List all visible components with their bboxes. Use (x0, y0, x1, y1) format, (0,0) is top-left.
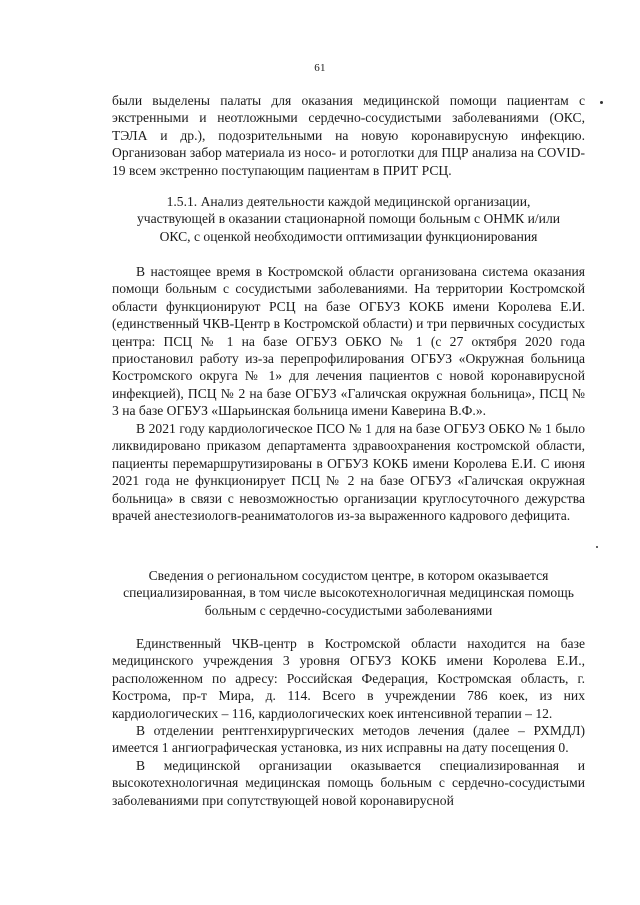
info-paragraph-1: Единственный ЧКВ-центр в Костромской области находится на базе медицинского учреждения 3 уровня ОГБУЗ КОКБ имени Королева Е.И., расположенном по адресу: Российская Федерация, Костромская область, г. Кострома, пр-т Мира, д. 114. Всего в учреждении 786 коек, из них кардиологических – 116, кардиологических коек интенсивной терапии – 12. (112, 636, 585, 721)
info-heading-line-1: Сведения о региональном сосудистом центре, в котором оказывается (148, 568, 549, 583)
section-heading-line-2: участвующей в оказании стационарной помощи больным с ОНМК и/или (136, 211, 561, 227)
info-heading-line-2: специализированная, в том числе высокотехнологичная медицинская помощь (123, 585, 574, 601)
info-paragraph-2: В отделении рентгенхирургических методов лечения (далее – РХМДЛ) имеется 1 ангиографическая установка, из них исправны на дату посещения 0. (112, 723, 585, 756)
scan-speck-mark (596, 546, 598, 548)
info-heading-line-3: больным с сердечно-сосудистыми заболеваниями (204, 602, 493, 618)
info-paragraph-3: В медицинской организации оказывается специализированная и высокотехнологичная медицинская помощь больным с сердечно-сосудистыми заболеваниями при сопутствующей новой коронавирусной (112, 758, 585, 808)
section-heading-line-1: 1.5.1. Анализ деятельности каждой медицинской организации, (166, 194, 531, 209)
section-paragraph-1: В настоящее время в Костромской области организована система оказания помощи больным с сосудистыми заболеваниями. На территории Костромской области функционируют РСЦ на базе ОГБУЗ КОКБ имени Королева Е.И. (единственный ЧКВ-Центр в Костромской области) и три первичных сосудистых центра: ПСЦ № 1 на базе ОГБУЗ ОБКО № 1 (с 27 октября 2020 года приостановил работу из-за перепрофилирования ОГБУЗ «Окружная больница Костромского округа № 1» для лечения пациентов с новой коронавирусной инфекцией), ПСЦ № 2 на базе ОГБУЗ «Галичская окружная больница», ПСЦ № 3 на базе ОГБУЗ «Шарьинская больница имени Каверина В.Ф.». (112, 264, 585, 419)
info-heading (112, 567, 585, 619)
section-heading (112, 193, 585, 245)
scan-speck-mark (600, 101, 603, 104)
page-number: 61 (314, 62, 326, 74)
intro-paragraph: были выделены палаты для оказания медицинской помощи пациентам с экстренными и неотложными сердечно-сосудистыми заболеваниями (ОКС, ТЭЛА и др.), подозрительными на новую коронавирусную инфекцию. Организован забор материала из носо- и ротоглотки для ПЦР анализа на COVID-19 всем экстренно поступающим пациентам в ПРИТ РСЦ. (112, 93, 585, 178)
section-heading-line-3: ОКС, с оценкой необходимости оптимизации функционирования (159, 228, 538, 244)
section-paragraph-2: В 2021 году кардиологическое ПСО № 1 для на базе ОГБУЗ ОБКО № 1 было ликвидировано приказом департамента здравоохранения костромской области, пациенты перемаршрутизированы в ОГБУЗ КОКБ имени Королева Е.И. С июня 2021 года не функционирует ПСЦ № 2 на базе ОГБУЗ «Галичская окружная больница» в связи с невозможностью организации круглосуточного дежурства врачей анестезиологв-реаниматологов из-за выраженного кадрового дефицита. (112, 421, 585, 524)
